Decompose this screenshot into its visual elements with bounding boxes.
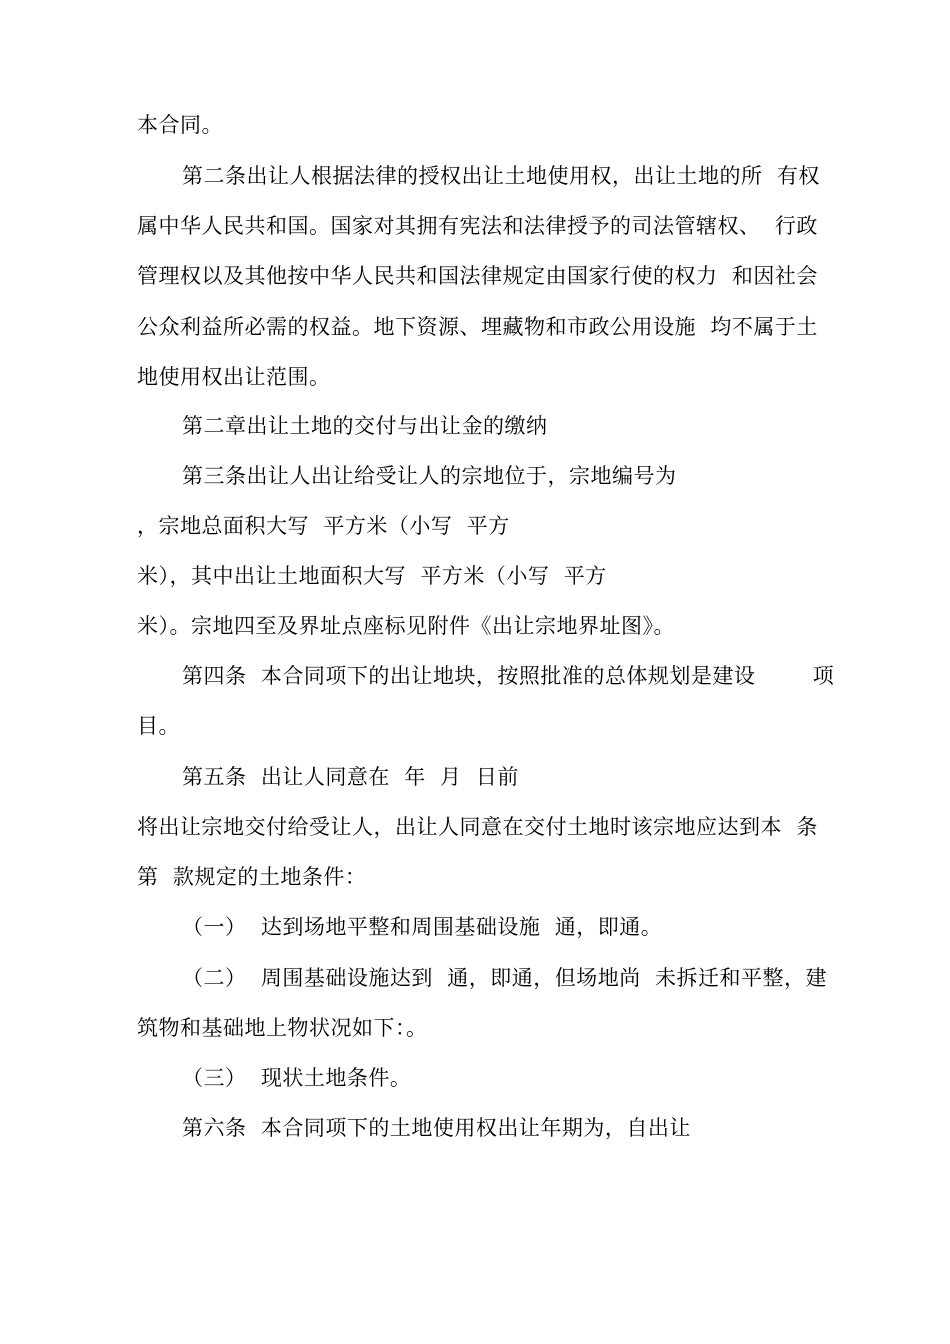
text-line: 筑物和基础地上物状况如下：。 <box>137 1016 428 1040</box>
text-line: 第三条出让人出让给受让人的宗地位于，宗地编号为 <box>182 464 677 488</box>
text-line: 属中华人民共和国。国家对其拥有宪法和法律授予的司法管辖权、 行政 <box>137 214 818 238</box>
text-line: 公众利益所必需的权益。地下资源、埋藏物和市政公用设施 均不属于土 <box>137 315 818 339</box>
text-line: 管理权以及其他按中华人民共和国法律规定由国家行使的权力 和因社会 <box>137 264 818 288</box>
text-line: 将出让宗地交付给受让人，出让人同意在交付土地时该宗地应达到本 条 <box>137 815 818 839</box>
list-item: （二） 周围基础设施达到 通，即通，但场地尚 未拆迁和平整，建 <box>182 966 828 990</box>
list-item: （一） 达到场地平整和周围基础设施 通，即通。 <box>182 915 663 939</box>
text-line: 第六条 本合同项下的土地使用权出让年期为，自出让 <box>182 1116 691 1140</box>
text-line: 第五条 出让人同意在 年 月 日前 <box>182 765 519 789</box>
text-line: 米）。宗地四至及界址点座标见附件《出让宗地界址图》。 <box>137 614 675 638</box>
text-line: 第四条 本合同项下的出让地块，按照批准的总体规划是建设 项 <box>182 664 835 688</box>
list-item: （三） 现状土地条件。 <box>182 1066 412 1090</box>
text-line: 第 款规定的土地条件： <box>137 865 367 889</box>
text-line: 地使用权出让范围。 <box>137 365 331 389</box>
text-line: ，宗地总面积大写 平方米（小写 平方 <box>137 514 510 538</box>
text-line: 米），其中出让土地面积大写 平方米（小写 平方 <box>137 564 607 588</box>
chapter-heading: 第二章出让土地的交付与出让金的缴纳 <box>182 414 548 438</box>
text-line: 本合同。 <box>137 113 223 137</box>
text-line: 第二条出让人根据法律的授权出让土地使用权，出让土地的所 有权 <box>182 164 820 188</box>
text-line: 目。 <box>137 714 180 738</box>
